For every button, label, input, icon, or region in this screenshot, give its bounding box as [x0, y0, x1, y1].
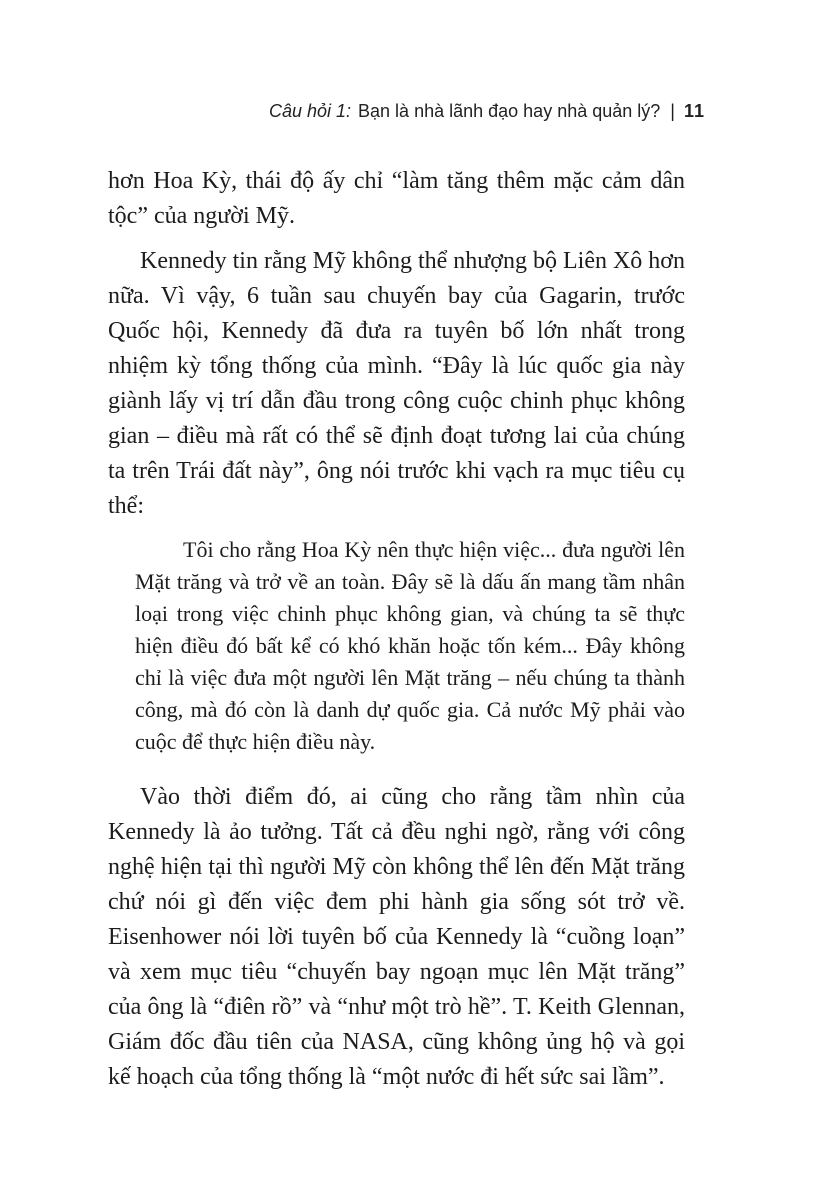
chapter-label: Câu hỏi 1:: [268, 101, 352, 121]
header-separator: |: [670, 101, 675, 121]
page-number: 11: [683, 101, 705, 121]
chapter-title: Bạn là nhà lãnh đạo hay nhà quản lý?: [358, 101, 661, 121]
block-quote: Tôi cho rằng Hoa Kỳ nên thực hiện việc... đưa người lên Mặt trăng và trở về an toàn. Đây sẽ là dấu ấn mang tầm nhân loại trong việc chinh phục không gian, và chúng ta sẽ thực hiện điều đó bất kể có khó khăn hoặc tốn kém... Đây không chỉ là việc đưa một người lên Mặt trăng – nếu chúng ta thành công, mà đó còn là danh dự quốc gia. Cả nước Mỹ phải vào cuộc để thực hiện điều này.: [135, 537, 685, 754]
page-body: [108, 164, 685, 1095]
running-header: [0, 0, 813, 124]
paragraph: Vào thời điểm đó, ai cũng cho rằng tầm nhìn của Kennedy là ảo tưởng. Tất cả đều nghi ngờ, rằng với công nghệ hiện tại thì người Mỹ còn không thể lên đến Mặt trăng chứ nói gì đến việc đem phi hành gia sống sót trở về. Eisenhower nói lời tuyên bố của Kennedy là “cuồng loạn” và xem mục tiêu “chuyến bay ngoạn mục lên Mặt trăng” của ông là “điên rồ” và “như một trò hề”. T. Keith Glennan, Giám đốc đầu tiên của NASA, cũng không ủng hộ và gọi kế hoạch của tổng thống là “một nước đi hết sức sai lầm”.: [108, 784, 685, 1090]
paragraph: Kennedy tin rằng Mỹ không thể nhượng bộ Liên Xô hơn nữa. Vì vậy, 6 tuần sau chuyến bay của Gagarin, trước Quốc hội, Kennedy đã đưa ra tuyên bố lớn nhất trong nhiệm kỳ tổng thống của mình. “Đây là lúc quốc gia này giành lấy vị trí dẫn đầu trong công cuộc chinh phục không gian – điều mà rất có thể sẽ định đoạt tương lai của chúng ta trên Trái đất này”, ông nói trước khi vạch ra mục tiêu cụ thể:: [108, 248, 685, 519]
paragraph-continuation: hơn Hoa Kỳ, thái độ ấy chỉ “làm tăng thêm mặc cảm dân tộc” của người Mỹ.: [108, 168, 685, 229]
